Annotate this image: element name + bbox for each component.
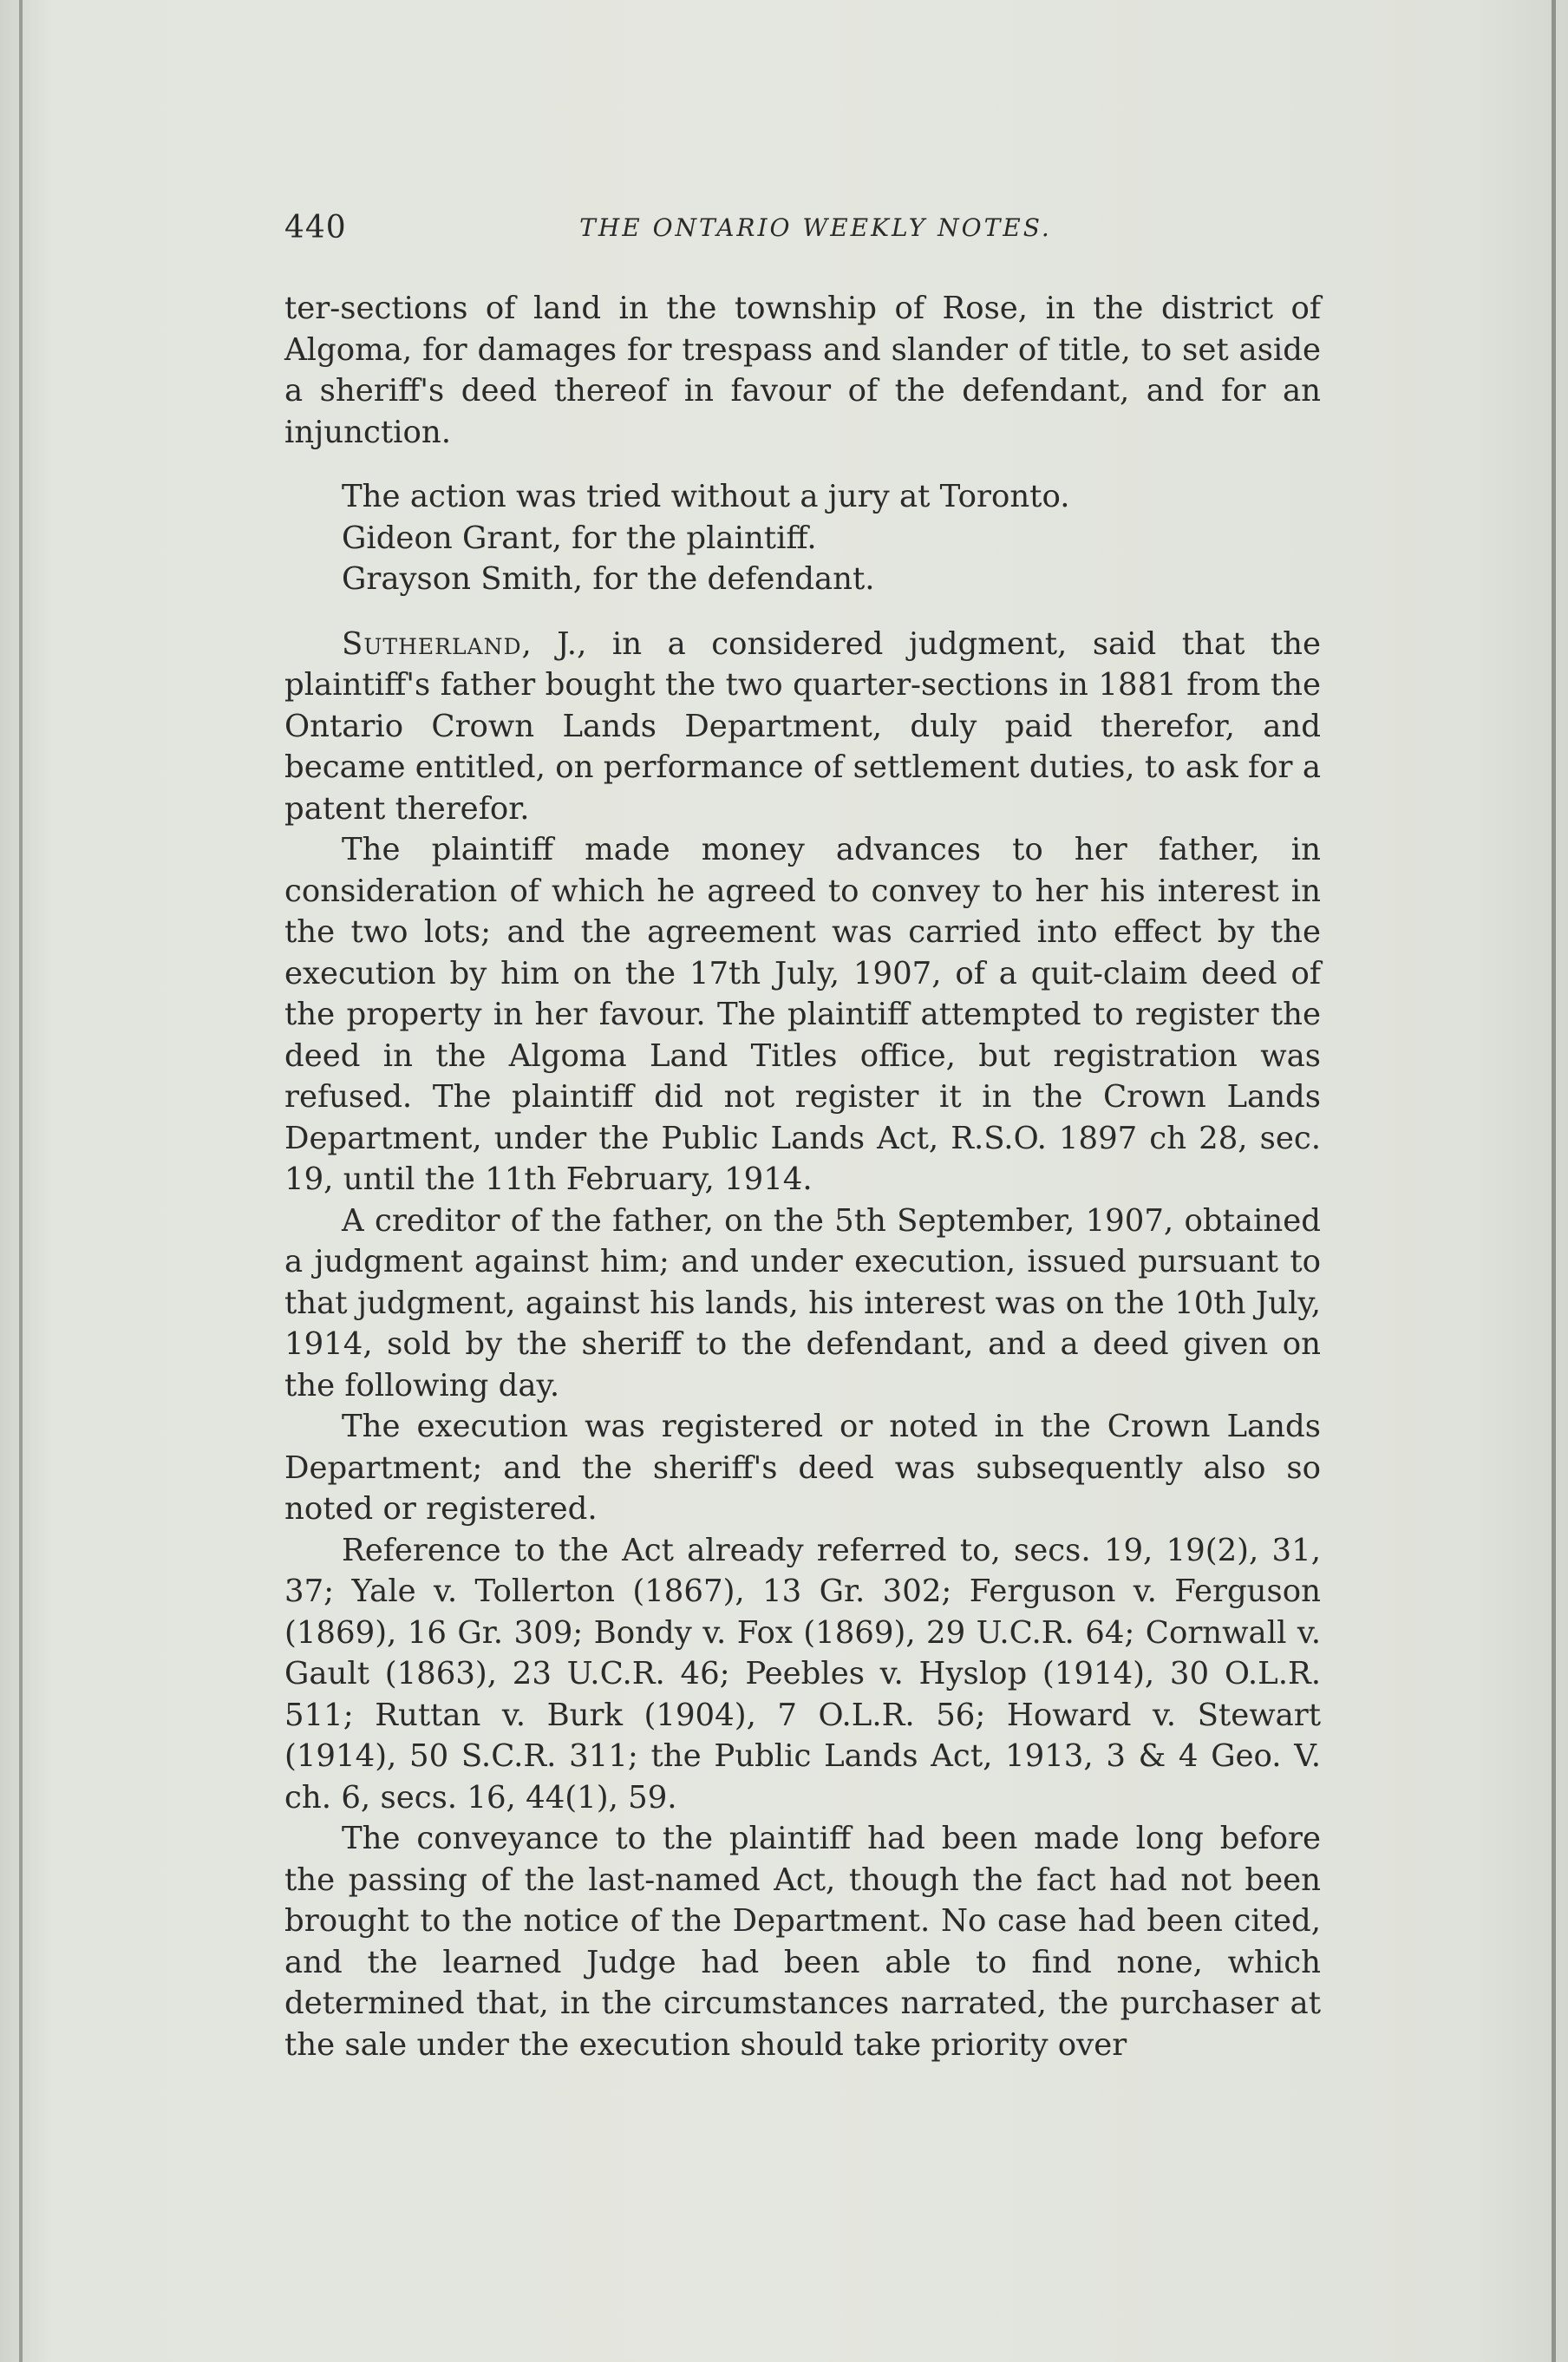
page-number: 440 bbox=[284, 210, 347, 245]
paragraph-trial: The action was tried without a jury at Toronto. bbox=[342, 479, 1070, 514]
paragraph-counsel-defendant: Grayson Smith, for the defendant. bbox=[342, 561, 875, 597]
paragraph-counsel-plaintiff: Gideon Grant, for the plaintiff. bbox=[342, 520, 817, 556]
binding-edge-left bbox=[19, 0, 23, 2362]
paragraph-execution: The execution was registered or noted in the Crown Lands Department; and the sheriff's deed was subsequently also so noted or registered. bbox=[284, 1409, 1321, 1527]
paragraph-references: Reference to the Act already referred to, secs. 19, 19(2), 31, 37; Yale v. Tollerton (1867), 13 Gr. 302; Ferguson v. Ferguson (1869), 16 Gr. 309; Bondy v. Fox (1869), 29 U.C.R. 64; Cornwall v. Gault (1863), 23 U.C.R. 46; Peebles v. Hyslop (1914), 30 O.L.R. 511; Ruttan v. Burk (1904), 7 O.L.R. 56; Howard v. Stewart (1914), 50 S.C.R. 311; the Public Lands Act, 1913, 3 & 4 Geo. V. ch. 6, secs. 16, 44(1), 59. bbox=[284, 1532, 1321, 1816]
judge-name: Sutherland bbox=[342, 625, 522, 662]
paragraph-judgment bbox=[284, 624, 1321, 830]
binding-edge-right bbox=[1552, 0, 1556, 2362]
paragraph-conveyance: The conveyance to the plaintiff had been made long before the passing of the last-named Act, though the fact had not been brought to the notice of the Department. No case had been cited, and the learned Judge had been able to find none, which determined that, in the circumstances narrated, the purchaser at the sale under the execution should take priority over bbox=[284, 1821, 1321, 2063]
judgment-text: , J., in a considered judgment, said that the plaintiff's father bought the two quarter-sections in 1881 from the Ontario Crown Lands Department, duly paid therefor, and became entitled, on performance of settlement duties, to ask for a patent therefor. bbox=[284, 625, 1321, 827]
paragraph-continuation: ter-sections of land in the township of Rose, in the district of Algoma, for damages for trespass and slander of title, to set aside a sheriff's deed thereof in favour of the defendant, and for an injunction. bbox=[284, 291, 1321, 450]
body-text bbox=[284, 288, 1321, 2065]
running-title: THE ONTARIO WEEKLY NOTES. bbox=[579, 213, 1052, 242]
paragraph-advances: The plaintiff made money advances to her father, in consideration of which he agreed to convey to her his interest in the two lots; and the agreement was carried into effect by the execution by him on the 17th July, 1907, of a quit-claim deed of the property in her favour. The plaintiff attempted to register the deed in the Algoma Land Titles office, but registration was refused. The plaintiff did not register it in the Crown Lands Department, under the Public Lands Act, R.S.O. 1897 ch 28, sec. 19, until the 11th February, 1914. bbox=[284, 832, 1321, 1197]
paragraph-creditor: A creditor of the father, on the 5th September, 1907, obtained a judgment against him; and under execution, issued pursuant to that judgment, against his lands, his interest was on the 10th July, 1914, sold by the sheriff to the defendant, and a deed given on the following day. bbox=[284, 1202, 1321, 1403]
page-header bbox=[284, 210, 1347, 262]
